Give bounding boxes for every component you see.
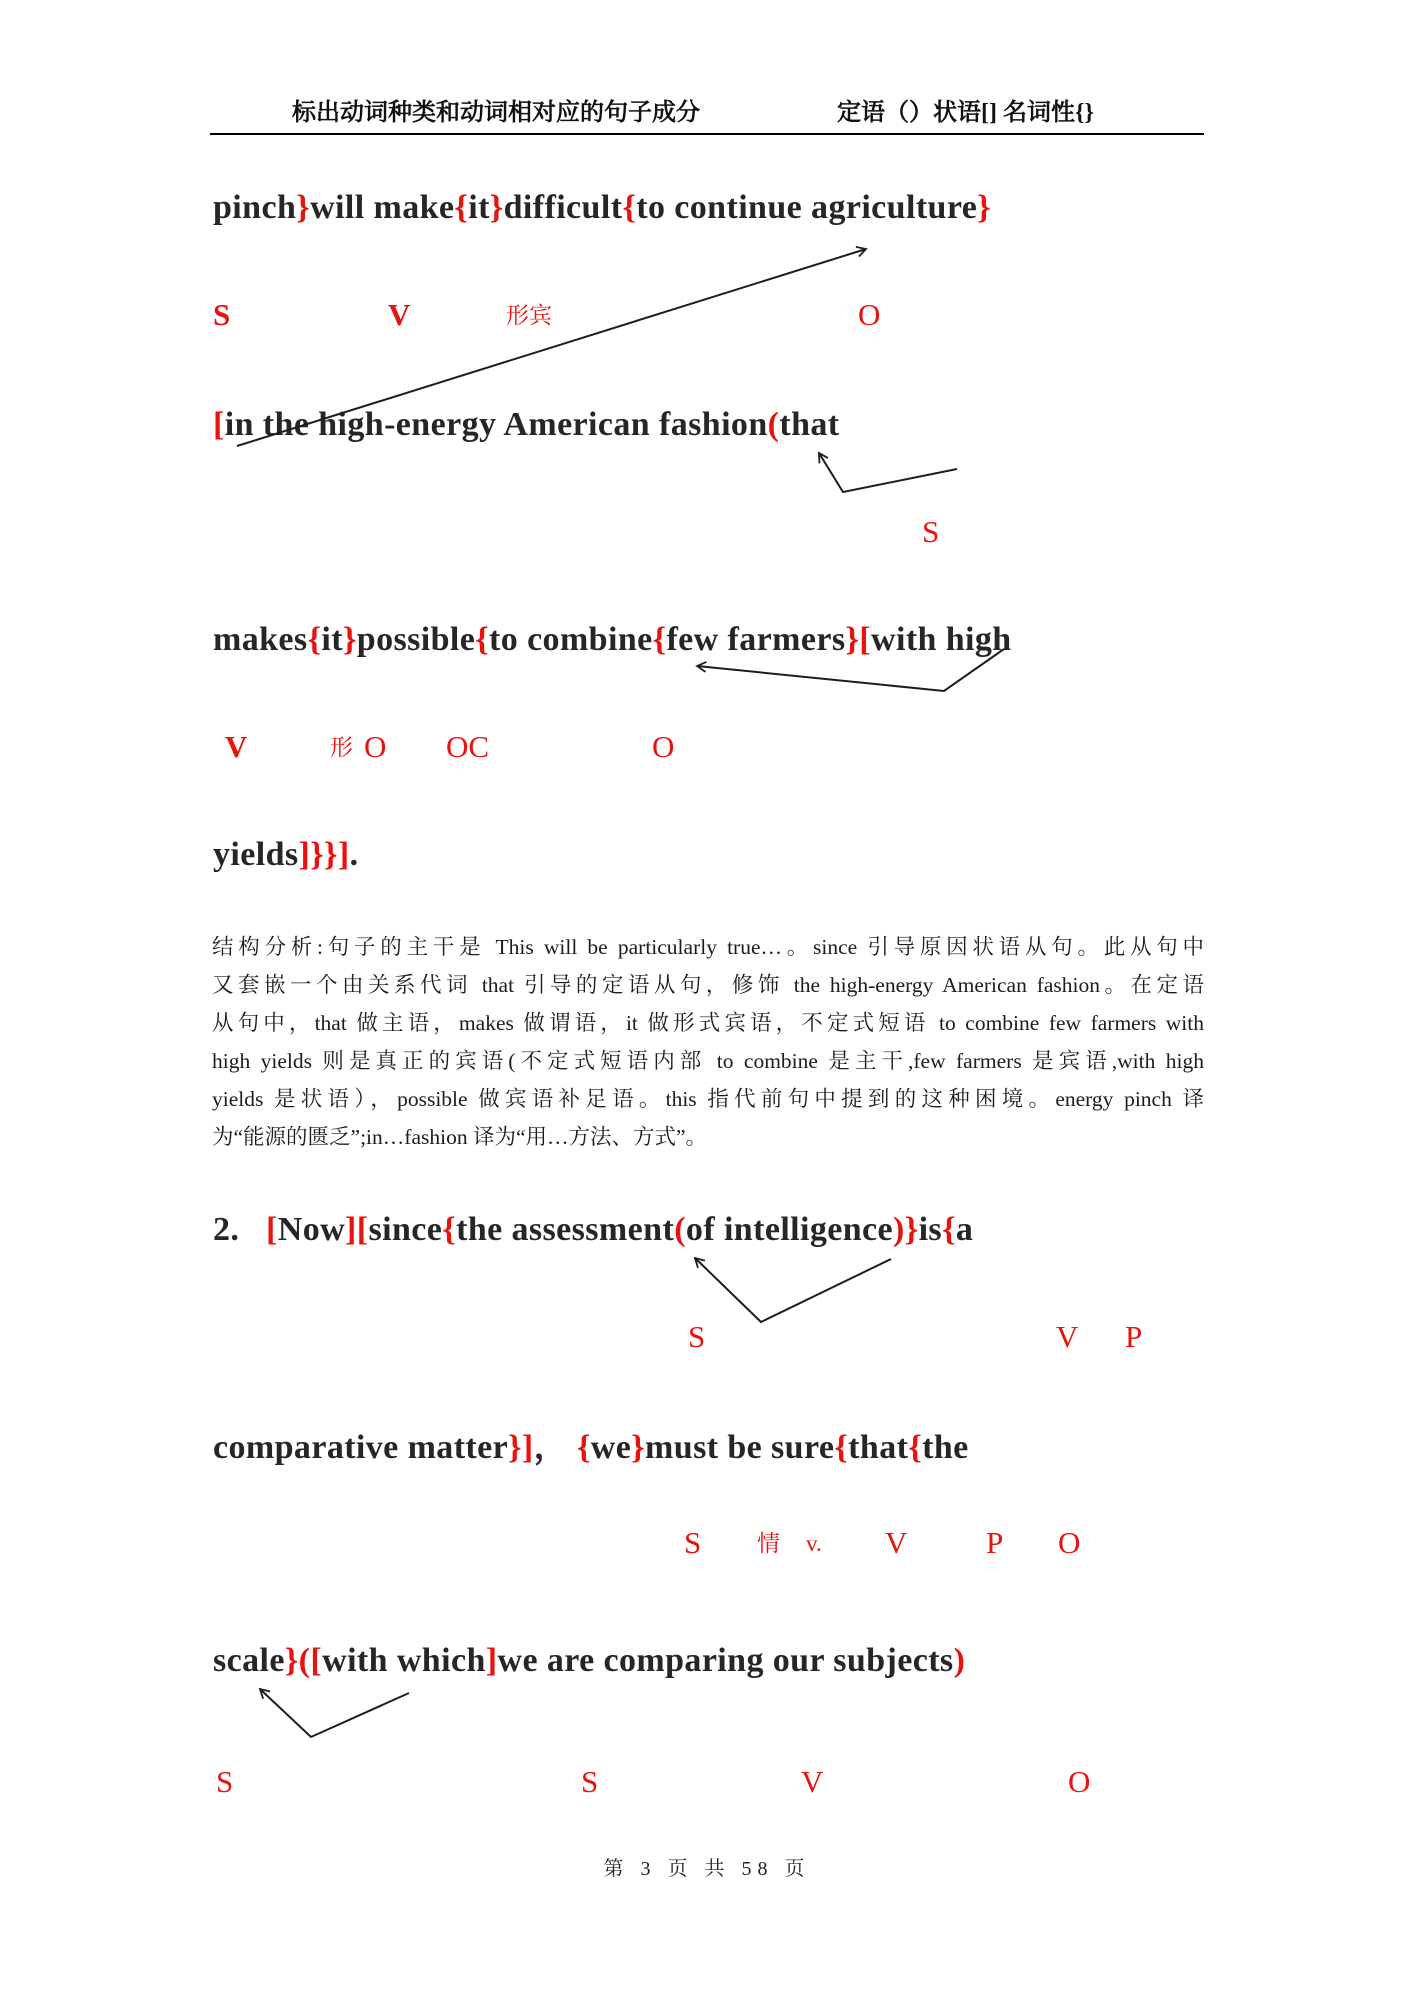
bracket-mark: ( [674,1211,686,1248]
bracket-mark: { [834,1429,849,1466]
text-segment: comparative matter [213,1429,509,1466]
text-segment: possible [356,621,476,658]
labels-row-5 [0,1521,1414,1565]
bracket-mark: { [442,1211,457,1248]
bracket-mark: { [942,1211,956,1248]
text-segment: the assessment [456,1211,675,1248]
header-left-text: 标出动词种类和动词相对应的句子成分 [292,100,700,126]
grammar-label: 情 [757,1531,780,1556]
bracket-mark: [ [213,406,225,443]
bracket-mark: } [342,621,357,658]
bracket-mark: { [454,189,469,226]
grammar-label: S [581,1764,599,1799]
text-segment: will make [310,189,455,226]
sentence-line-4 [213,832,358,878]
paragraph-line: 结构分析:句子的主干是 This will be particularly true…。since 引导原因状语从句。此从句中 [212,935,1204,959]
arrow-to-fashion [819,453,957,492]
grammar-label: S [684,1525,702,1560]
bracket-mark: { [622,189,637,226]
grammar-label: O [1068,1764,1091,1799]
sentence-line-6 [213,1425,969,1471]
bracket-mark: { [908,1429,923,1466]
bracket-mark: [ [266,1211,278,1248]
grammar-label: V [885,1525,908,1560]
text-segment: scale [213,1642,285,1679]
bracket-mark: } [489,189,504,226]
sentence-line-3 [213,617,1012,663]
footer-page-number: 第 3 页 共 58 页 [603,1858,811,1880]
grammar-label: V [801,1764,824,1799]
bracket-mark: { [307,621,322,658]
grammar-label: S [922,514,940,549]
grammar-label: OC [446,729,490,764]
bracket-mark: } [845,621,860,658]
grammar-label: 形 [330,735,353,760]
text-segment: in the high-energy American fashion [224,406,768,443]
bracket-mark: ] [485,1642,498,1679]
header-rule [210,133,1204,135]
paragraph-line: 从句中，that 做主语，makes 做谓语，it 做形式宾语，不定式短语 to combine few farmers with [212,1011,1204,1035]
text-segment: that [779,406,840,443]
sentence-line-7 [213,1638,965,1684]
text-segment: difficult [503,189,623,226]
text-segment: we are comparing our subjects [497,1642,954,1679]
text-segment: pinch [213,189,297,226]
sentence-line-5 [213,1207,973,1253]
grammar-label: V [388,297,411,332]
labels-row-1 [0,293,1414,337]
text-segment: it [321,621,343,658]
grammar-label: v. [806,1531,822,1556]
bracket-mark: }] [508,1429,534,1466]
text-segment: with high [871,621,1012,658]
bracket-mark: { [475,621,490,658]
bracket-mark: } [631,1429,646,1466]
grammar-label: 形宾 [506,303,552,328]
grammar-label: P [1125,1319,1143,1354]
structure-analysis-paragraph [212,928,1204,1156]
bracket-mark: ][ [345,1211,369,1248]
text-segment: the [922,1429,969,1466]
bracket-mark: [ [859,621,872,658]
text-segment: few farmers [666,621,846,658]
grammar-label: P [986,1525,1004,1560]
labels-row-6 [0,1760,1414,1804]
text-segment: a [955,1211,974,1248]
sentence-line-2 [213,402,840,448]
grammar-label: O [364,729,387,764]
text-segment: 2. [213,1211,266,1248]
text-segment: it [468,189,490,226]
text-segment: of intelligence [685,1211,894,1248]
bracket-mark: )} [893,1211,919,1248]
text-segment: must be sure [645,1429,835,1466]
text-segment: yields [213,836,299,873]
grammar-label: O [1058,1525,1081,1560]
bracket-mark: ( [767,406,780,443]
paragraph-line: 为“能源的匮乏”;in…fashion 译为“用…方法、方式”。 [212,1125,708,1149]
text-segment: is [918,1211,943,1248]
labels-row-2 [0,510,1414,554]
bracket-mark: { [576,1429,591,1466]
grammar-label: S [688,1319,706,1354]
bracket-mark: } [296,189,311,226]
text-segment: that [848,1429,909,1466]
grammar-label: V [1056,1319,1079,1354]
text-segment: we [590,1429,632,1466]
labels-row-4 [0,1315,1414,1359]
bracket-mark: ]}}] [298,836,350,873]
text-segment: since [368,1211,443,1248]
grammar-label: V [225,729,248,764]
arrow-to-assessment [695,1258,891,1322]
grammar-label: O [858,297,881,332]
bracket-mark: } [977,189,992,226]
text-segment: with which [322,1642,486,1679]
text-segment: . [349,836,359,873]
bracket-mark: { [652,621,667,658]
grammar-label: S [216,1764,234,1799]
header-right-text: 定语（）状语[] 名词性{} [837,100,1094,126]
labels-row-3 [0,725,1414,769]
grammar-label: O [652,729,675,764]
text-segment: to combine [489,621,653,658]
paragraph-line: high yields 则是真正的宾语(不定式短语内部 to combine 是主干,few farmers 是宾语,with high [212,1049,1204,1073]
paragraph-line: yields 是状语），possible 做宾语补足语。this 指代前句中提到的这种困境。energy pinch 译 [212,1087,1204,1111]
text-segment: Now [277,1211,346,1248]
text-segment: makes [213,621,308,658]
arrow-to-scale [260,1689,409,1737]
grammar-label: S [213,297,231,332]
text-segment: to continue agriculture [636,189,978,226]
bracket-mark: ) [953,1642,966,1679]
sentence-line-1 [213,185,991,231]
text-segment: ， [533,1429,577,1466]
paragraph-line: 又套嵌一个由关系代词 that 引导的定语从句，修饰 the high-energy American fashion。在定语 [212,973,1204,997]
bracket-mark: }([ [284,1642,323,1679]
